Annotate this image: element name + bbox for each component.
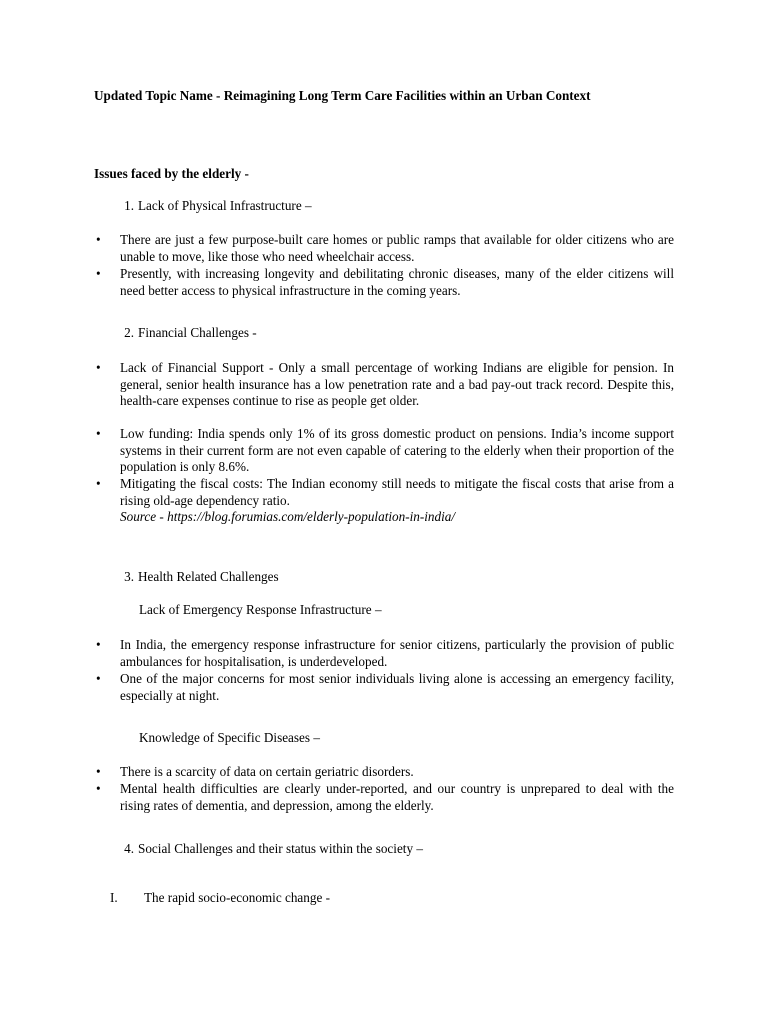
list-item [96, 764, 674, 781]
section-number: 1. [124, 198, 134, 213]
list-item [96, 671, 674, 704]
list-item [96, 266, 674, 299]
list-item-text: Mitigating the fiscal costs: The Indian economy still needs to mitigate the fiscal costs that arise from a rising old-age dependency ratio. [120, 476, 674, 508]
list-item-text: Mental health difficulties are clearly under-reported, and our country is unprepared to deal with the rising rates of dementia, and depression, among the elderly. [120, 781, 674, 813]
list-item-text: There are just a few purpose-built care homes or public ramps that available for older citizens who are unable to move, like those who need wheelchair access. [120, 232, 674, 264]
list-item [96, 426, 674, 476]
bullet-icon: • [96, 637, 101, 652]
bullet-icon: • [96, 671, 101, 686]
bullet-icon: • [96, 360, 101, 375]
list-item [96, 781, 674, 814]
list-item-text: Presently, with increasing longevity and debilitating chronic diseases, many of the elder citizens will need better access to physical infrastructure in the coming years. [120, 266, 674, 298]
list-item-text: One of the major concerns for most senior individuals living alone is accessing an emergency facility, especially at night. [120, 671, 674, 703]
list-item-text: In India, the emergency response infrastructure for senior citizens, particularly the provision of public ambulances for hospitalisation, is underdeveloped. [120, 637, 674, 669]
subsection-heading: Knowledge of Specific Diseases – [139, 730, 320, 745]
list-item [96, 476, 674, 509]
bullet-icon: • [96, 426, 101, 441]
bullet-icon: • [96, 781, 101, 796]
section-title: Health Related Challenges [138, 569, 279, 584]
roman-item-title: The rapid socio-economic change - [144, 890, 331, 905]
issues-heading: Issues faced by the elderly - [94, 166, 249, 181]
section-title: Lack of Physical Infrastructure – [138, 198, 312, 213]
bullet-icon: • [96, 476, 101, 491]
section-title: Social Challenges and their status within the society – [138, 841, 423, 856]
list-item-text: Lack of Financial Support - Only a small percentage of working Indians are eligible for pension. In general, senior health insurance has a low penetration rate and a bad pay-out track record. Despite this, health-care expenses continue to rise as people get older. [120, 360, 674, 409]
source-citation: Source - https://blog.forumias.com/elderly-population-in-india/ [120, 509, 456, 524]
bullet-icon: • [96, 266, 101, 281]
bullet-icon: • [96, 764, 101, 779]
section-title: Financial Challenges - [138, 325, 257, 340]
section-number: 2. [124, 325, 134, 340]
list-item-text: There is a scarcity of data on certain geriatric disorders. [120, 764, 414, 779]
list-item [96, 232, 674, 265]
list-item [96, 637, 674, 670]
section-number: 3. [124, 569, 134, 584]
bullet-icon: • [96, 232, 101, 247]
list-item [96, 360, 674, 410]
section-number: 4. [124, 841, 134, 856]
list-item-text: Low funding: India spends only 1% of its gross domestic product on pensions. India’s income support systems in their current form are not even capable of catering to the elderly when their proportion of the population is only 8.6%. [120, 426, 674, 475]
roman-number: I. [110, 890, 118, 905]
document-title: Updated Topic Name - Reimagining Long Term Care Facilities within an Urban Context [94, 88, 591, 103]
subsection-heading: Lack of Emergency Response Infrastructure – [139, 602, 382, 617]
